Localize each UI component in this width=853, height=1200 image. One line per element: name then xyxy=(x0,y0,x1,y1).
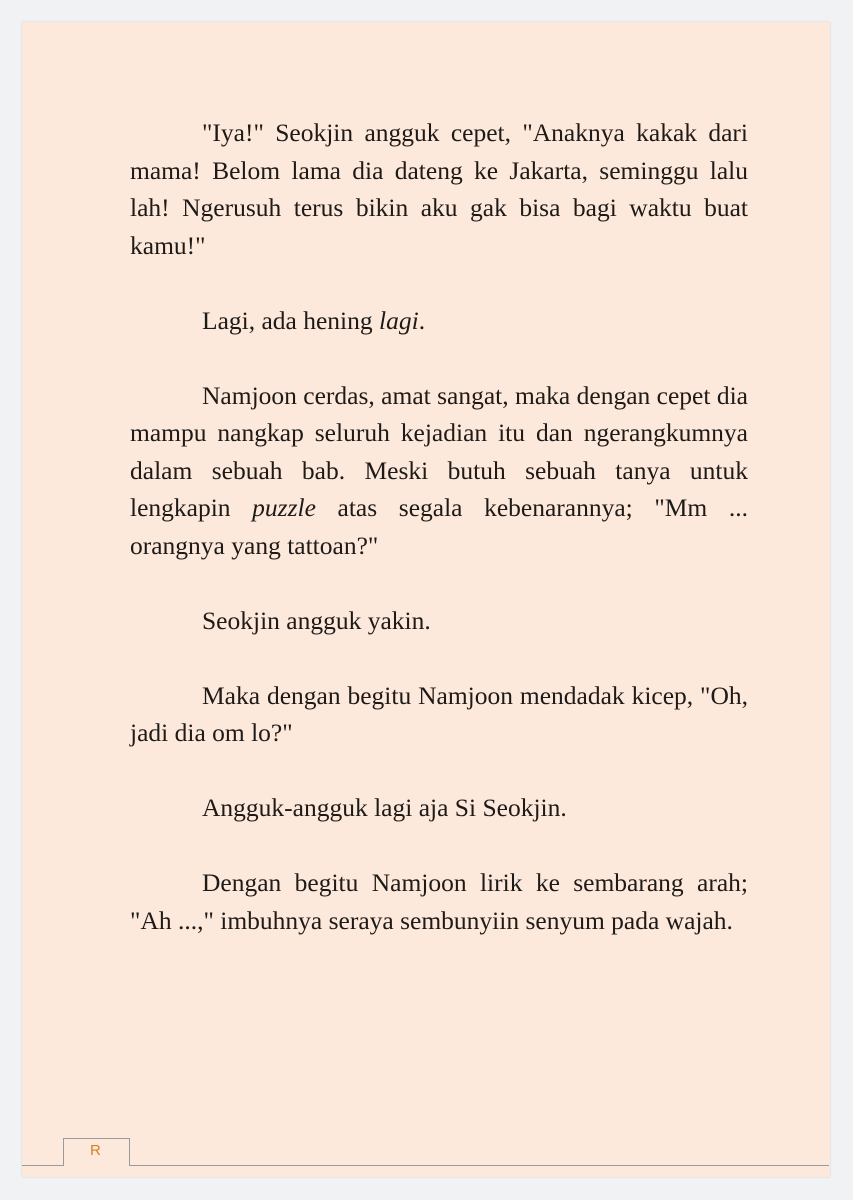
text-segment: atas segala kebenarannya; "Mm ... orangnya yang tattoan?" xyxy=(130,493,748,560)
italic-segment: puzzle xyxy=(252,493,316,522)
document-page xyxy=(22,22,830,1177)
text-segment: Lagi, ada hening xyxy=(202,305,380,335)
footer-rule-right xyxy=(129,1165,829,1166)
paragraph xyxy=(130,377,748,565)
footer-rule-left xyxy=(22,1165,63,1166)
text-segment: . xyxy=(418,305,426,335)
paragraph xyxy=(130,864,748,939)
text-segment: Angguk-angguk lagi aja Si Seokjin. xyxy=(202,793,567,822)
italic-segment: lagi xyxy=(379,305,419,335)
text-segment: Dengan begitu Namjoon lirik ke sembarang arah; "Ah ...," imbuhnya seraya sembunyiin senyum pada wajah. xyxy=(130,868,748,935)
paragraph xyxy=(130,114,748,264)
text-segment: "Iya!" Seokjin angguk cepet, "Anaknya kakak dari mama! Belom lama dia dateng ke Jakarta, seminggu lalu lah! Ngerusuh terus bikin aku gak bisa bagi waktu buat kamu!" xyxy=(130,118,748,260)
paragraph xyxy=(130,677,748,752)
page-footer xyxy=(22,1138,830,1168)
paragraph xyxy=(130,789,748,827)
text-segment: Maka dengan begitu Namjoon mendadak kicep, "Oh, jadi dia om lo?" xyxy=(130,680,748,747)
text-segment: Seokjin angguk yakin. xyxy=(202,605,431,635)
page-mark: R xyxy=(90,1142,101,1159)
story-text xyxy=(130,114,748,977)
paragraph xyxy=(130,302,748,340)
text-segment: Namjoon cerdas, amat sangat, maka dengan cepet dia mampu nangkap seluruh kejadian itu dan ngerangkumnya dalam sebuah bab. Meski butuh sebuah tanya untuk lengkapin xyxy=(130,380,748,522)
paragraph xyxy=(130,602,748,640)
